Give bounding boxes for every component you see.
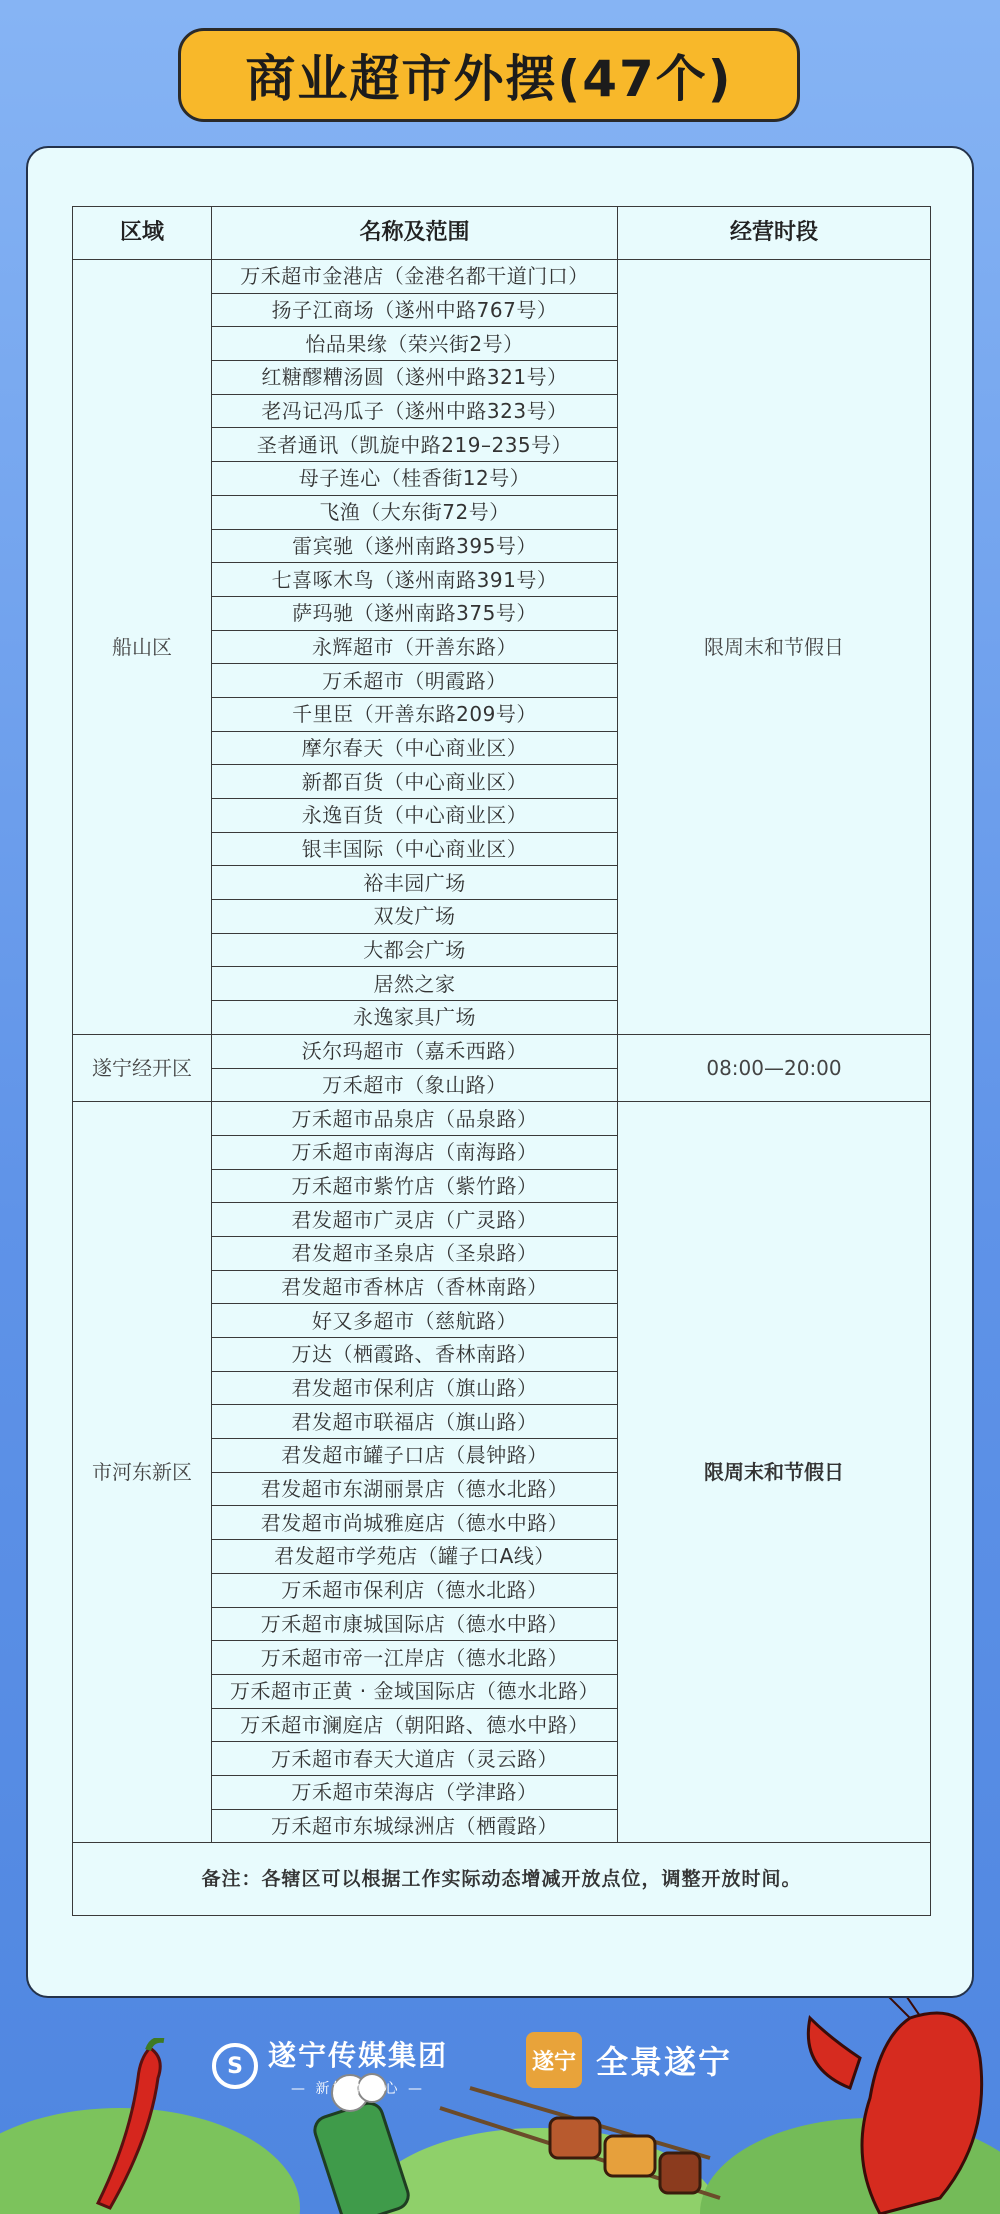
location-name-cell: 万禾超市康城国际店（德水中路） xyxy=(212,1607,618,1641)
table-row xyxy=(73,1034,931,1068)
header-district: 区域 xyxy=(73,207,212,260)
note-row xyxy=(73,1843,931,1916)
location-name-cell: 万禾超市品泉店（品泉路） xyxy=(212,1102,618,1136)
footer-decoration xyxy=(0,1998,1000,2214)
location-name-cell: 七喜啄木鸟（遂州南路391号） xyxy=(212,563,618,597)
location-name-cell: 居然之家 xyxy=(212,967,618,1001)
location-name-cell: 永逸家具广场 xyxy=(212,1001,618,1035)
location-name-cell: 摩尔春天（中心商业区） xyxy=(212,731,618,765)
location-name-cell: 君发超市东湖丽景店（德水北路） xyxy=(212,1472,618,1506)
district-cell: 市河东新区 xyxy=(73,1102,212,1843)
district-cell: 船山区 xyxy=(73,260,212,1035)
location-name-cell: 君发超市广灵店（广灵路） xyxy=(212,1203,618,1237)
location-name-cell: 圣者通讯（凯旋中路219–235号） xyxy=(212,428,618,462)
location-name-cell: 红糖醪糟汤圆（遂州中路321号） xyxy=(212,361,618,395)
location-name-cell: 君发超市保利店（旗山路） xyxy=(212,1371,618,1405)
location-name-cell: 萨玛驰（遂州南路375号） xyxy=(212,596,618,630)
hours-cell: 限周末和节假日 xyxy=(618,260,931,1035)
table-row xyxy=(73,1102,931,1136)
crayfish-icon xyxy=(790,1998,1000,2214)
media-group-mark-icon: S xyxy=(212,2043,258,2089)
location-name-cell: 万禾超市帝一江岸店（德水北路） xyxy=(212,1641,618,1675)
suining-media-group-logo xyxy=(212,2034,448,2098)
outdoor-stall-table xyxy=(72,206,931,1916)
location-name-cell: 永逸百货（中心商业区） xyxy=(212,799,618,833)
media-group-subtitle: — 新媒体中心 — xyxy=(291,2081,425,2097)
media-group-name: 遂宁传媒集团 xyxy=(268,2039,449,2072)
location-name-cell: 万禾超市金港店（金港名都干道门口） xyxy=(212,260,618,294)
district-cell: 遂宁经开区 xyxy=(73,1034,212,1101)
location-name-cell: 君发超市学苑店（罐子口A线） xyxy=(212,1540,618,1574)
header-hours: 经营时段 xyxy=(618,207,931,260)
location-name-cell: 万禾超市保利店（德水北路） xyxy=(212,1573,618,1607)
location-name-cell: 万禾超市正黄 · 金域国际店（德水北路） xyxy=(212,1674,618,1708)
location-name-cell: 万禾超市荣海店（学津路） xyxy=(212,1775,618,1809)
location-name-cell: 君发超市罐子口店（晨钟路） xyxy=(212,1439,618,1473)
location-name-cell: 万禾超市南海店（南海路） xyxy=(212,1135,618,1169)
location-name-cell: 万禾超市（象山路） xyxy=(212,1068,618,1102)
location-name-cell: 万达（栖霞路、香林南路） xyxy=(212,1338,618,1372)
location-name-cell: 大都会广场 xyxy=(212,933,618,967)
skewers-icon xyxy=(430,2078,730,2214)
location-name-cell: 千里臣（开善东路209号） xyxy=(212,697,618,731)
chili-pepper-icon xyxy=(90,2038,180,2214)
quanjing-suining-name: 全景遂宁 xyxy=(596,2043,733,2081)
location-name-cell: 沃尔玛超市（嘉禾西路） xyxy=(212,1034,618,1068)
location-name-cell: 好又多超市（慈航路） xyxy=(212,1304,618,1338)
suining-badge-icon: 遂宁 xyxy=(526,2032,582,2088)
location-name-cell: 万禾超市春天大道店（灵云路） xyxy=(212,1742,618,1776)
table-row xyxy=(73,260,931,294)
location-name-cell: 万禾超市紫竹店（紫竹路） xyxy=(212,1169,618,1203)
location-name-cell: 君发超市联福店（旗山路） xyxy=(212,1405,618,1439)
location-name-cell: 万禾超市（明霞路） xyxy=(212,664,618,698)
header-name-scope: 名称及范围 xyxy=(212,207,618,260)
location-name-cell: 母子连心（桂香街12号） xyxy=(212,462,618,496)
hours-cell: 限周末和节假日 xyxy=(618,1102,931,1843)
note-text: 备注：各辖区可以根据工作实际动态增减开放点位，调整开放时间。 xyxy=(73,1843,931,1916)
location-name-cell: 万禾超市东城绿洲店（栖霞路） xyxy=(212,1809,618,1843)
location-name-cell: 新都百货（中心商业区） xyxy=(212,765,618,799)
page-title: 商业超市外摆(47个) xyxy=(178,28,800,122)
location-name-cell: 万禾超市澜庭店（朝阳路、德水中路） xyxy=(212,1708,618,1742)
location-name-cell: 银丰国际（中心商业区） xyxy=(212,832,618,866)
location-name-cell: 君发超市香林店（香林南路） xyxy=(212,1270,618,1304)
hours-cell: 08:00—20:00 xyxy=(618,1034,931,1101)
location-name-cell: 双发广场 xyxy=(212,900,618,934)
location-name-cell: 怡品果缘（荣兴街2号） xyxy=(212,327,618,361)
location-name-cell: 君发超市圣泉店（圣泉路） xyxy=(212,1236,618,1270)
location-name-cell: 扬子江商场（遂州中路767号） xyxy=(212,293,618,327)
location-name-cell: 老冯记冯瓜子（遂州中路323号） xyxy=(212,394,618,428)
location-name-cell: 永辉超市（开善东路） xyxy=(212,630,618,664)
table-header-row xyxy=(73,207,931,260)
location-name-cell: 飞渔（大东街72号） xyxy=(212,495,618,529)
location-name-cell: 裕丰园广场 xyxy=(212,866,618,900)
location-name-cell: 君发超市尚城雅庭店（德水中路） xyxy=(212,1506,618,1540)
quanjing-suining-logo xyxy=(526,2032,732,2088)
location-name-cell: 雷宾驰（遂州南路395号） xyxy=(212,529,618,563)
